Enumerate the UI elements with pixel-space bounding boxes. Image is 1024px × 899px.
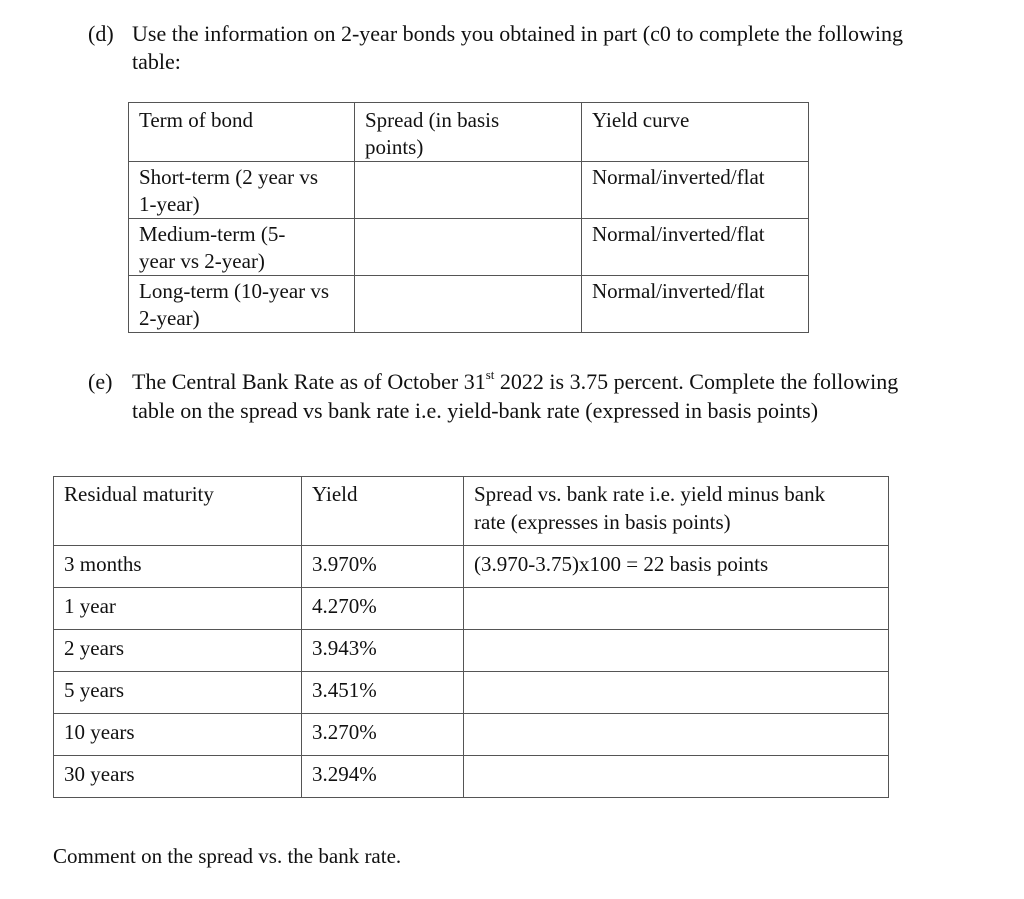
curve-cell	[582, 162, 809, 219]
spread-vs-bank-rate-table	[53, 476, 889, 798]
spread-value	[464, 756, 888, 760]
spread-cell[interactable]	[464, 588, 889, 630]
yield-cell	[302, 672, 464, 714]
table-row	[129, 219, 809, 276]
question-e-line1-start: The Central Bank Rate as of October 31	[132, 369, 486, 394]
maturity-value: 5 years	[64, 678, 125, 702]
yield-value: 3.294%	[312, 762, 377, 786]
comment-prompt: Comment on the spread vs. the bank rate.	[53, 844, 402, 868]
header-spread-vs-bank-rate: Spread vs. bank rate i.e. yield minus bank rate (expresses in basis points)	[474, 482, 826, 534]
header-cell	[302, 477, 464, 546]
spread-cell[interactable]	[464, 546, 889, 588]
question-e-line2: table on the spread vs bank rate i.e. yield-bank rate (expressed in basis points)	[132, 398, 819, 423]
header-yield: Yield	[312, 482, 358, 506]
ordinal-suffix: st	[485, 366, 495, 382]
yield-value: 3.451%	[312, 678, 377, 702]
question-e	[88, 367, 1008, 427]
yield-cell	[302, 588, 464, 630]
curve-options: Normal/inverted/flat	[592, 222, 765, 246]
table-row	[54, 714, 889, 756]
curve-options: Normal/inverted/flat	[592, 279, 765, 303]
maturity-value: 30 years	[64, 762, 135, 786]
header-residual-maturity: Residual maturity	[64, 482, 214, 506]
term-medium: Medium-term (5-year vs 2-year)	[139, 222, 286, 273]
maturity-cell	[54, 630, 302, 672]
table-header-row	[54, 477, 889, 546]
curve-cell	[582, 219, 809, 276]
spread-input-cell[interactable]	[355, 276, 582, 333]
maturity-value: 10 years	[64, 720, 135, 744]
yield-cell	[302, 630, 464, 672]
maturity-value: 1 year	[64, 594, 116, 618]
spread-cell[interactable]	[464, 756, 889, 798]
question-d	[88, 19, 1008, 79]
spread-cell[interactable]	[464, 630, 889, 672]
table-row	[129, 162, 809, 219]
table-row	[54, 546, 889, 588]
spread-input-cell[interactable]	[355, 162, 582, 219]
spread-value	[464, 714, 888, 718]
yield-value: 3.970%	[312, 552, 377, 576]
curve-options: Normal/inverted/flat	[592, 165, 765, 189]
header-spread: Spread (in basis points)	[365, 108, 500, 159]
spread-cell[interactable]	[464, 672, 889, 714]
header-cell	[129, 103, 355, 162]
bond-term-table	[128, 102, 809, 333]
spread-cell[interactable]	[464, 714, 889, 756]
spread-value	[355, 219, 581, 223]
table-row	[54, 756, 889, 798]
term-cell	[129, 162, 355, 219]
yield-value: 3.270%	[312, 720, 377, 744]
maturity-cell	[54, 672, 302, 714]
header-cell	[54, 477, 302, 546]
yield-value: 3.943%	[312, 636, 377, 660]
table-row	[54, 630, 889, 672]
table-row	[129, 276, 809, 333]
yield-cell	[302, 546, 464, 588]
curve-cell	[582, 276, 809, 333]
yield-value: 4.270%	[312, 594, 377, 618]
table-header-row	[129, 103, 809, 162]
term-short: Short-term (2 year vs 1-year)	[139, 165, 319, 216]
spread-input-cell[interactable]	[355, 219, 582, 276]
maturity-cell	[54, 546, 302, 588]
question-e-label: (e)	[88, 369, 113, 394]
maturity-cell	[54, 756, 302, 798]
header-cell	[582, 103, 809, 162]
yield-cell	[302, 756, 464, 798]
spread-value	[355, 162, 581, 166]
maturity-cell	[54, 714, 302, 756]
header-yield-curve: Yield curve	[592, 108, 690, 132]
spread-value	[464, 630, 888, 634]
term-long: Long-term (10-year vs 2-year)	[139, 279, 330, 330]
table-row	[54, 588, 889, 630]
question-d-label: (d)	[88, 21, 114, 46]
maturity-cell	[54, 588, 302, 630]
header-cell	[464, 477, 889, 546]
question-d-line2: table:	[132, 49, 181, 74]
spread-value	[464, 672, 888, 676]
question-d-line1: Use the information on 2-year bonds you obtained in part (c0 to complete the following	[132, 21, 904, 46]
maturity-value: 3 months	[64, 552, 142, 576]
spread-value	[355, 276, 581, 280]
header-term-of-bond: Term of bond	[139, 108, 254, 132]
header-cell	[355, 103, 582, 162]
term-cell	[129, 219, 355, 276]
question-e-line1	[132, 367, 898, 396]
yield-cell	[302, 714, 464, 756]
spread-value: (3.970-3.75)x100 = 22 basis points	[474, 552, 769, 576]
term-cell	[129, 276, 355, 333]
spread-value	[464, 588, 888, 592]
maturity-value: 2 years	[64, 636, 125, 660]
table-row	[54, 672, 889, 714]
question-e-line1-end: 2022 is 3.75 percent. Complete the following	[494, 369, 899, 394]
